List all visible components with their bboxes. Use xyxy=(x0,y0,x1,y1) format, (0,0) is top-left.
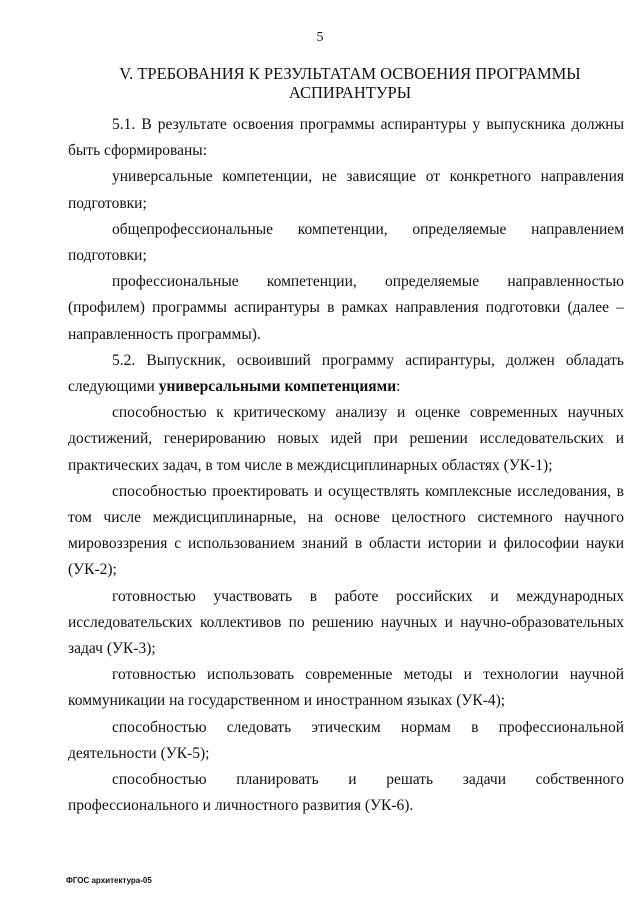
paragraph-5-1-intro: 5.1. В результате освоения программы аспирантуры у выпускника должны быть сформированы: xyxy=(68,116,624,160)
paragraph-5-1-universal: универсальные компетенции, не зависящие от конкретного направления подготовки; xyxy=(68,168,624,212)
paragraph-uk-4: готовностью использовать современные методы и технологии научной коммуникации на государственном и иностранном языках (УК-4); xyxy=(68,666,624,710)
paragraph-uk-1: способностью к критическому анализу и оценке современных научных достижений, генерированию новых идей при решении исследовательских и практических задач, в том числе в междисциплинарных областях (УК-1); xyxy=(68,404,624,474)
paragraph-5-2-intro xyxy=(68,348,624,400)
paragraph-uk-6: способностью планировать и решать задачи собственного профессионального и личностного развития (УК-6). xyxy=(68,771,624,815)
footer-doc-code: ФГОС архитектура-05 xyxy=(66,876,152,885)
paragraph-uk-2: способностью проектировать и осуществлять комплексные исследования, в том числе междисциплинарные, на основе целостного системного научного мировоззрения с использованием знаний в области истории и философии науки (УК-2); xyxy=(68,482,624,579)
section-title-line-2: АСПИРАНТУРЫ xyxy=(288,83,412,102)
paragraph-5-2-intro-colon: : xyxy=(396,378,401,396)
paragraph-uk-3: готовностью участвовать в работе российских и международных исследовательских коллективов по решению научных и научно-образовательных задач (УК-3); xyxy=(68,587,624,658)
page-number: 5 xyxy=(316,30,324,45)
section-title-line-1: V. ТРЕБОВАНИЯ К РЕЗУЛЬТАТАМ ОСВОЕНИЯ ПРОГРАММЫ xyxy=(119,64,581,83)
paragraph-5-1-professional: профессиональные компетенции, определяемые направленностью (профилем) программы аспирантуры в рамках направления подготовки (далее – направленность программы). xyxy=(68,273,624,343)
paragraph-5-2-intro-bold: универсальными компетенциями xyxy=(158,378,397,396)
section-title xyxy=(60,64,640,102)
paragraph-5-2-intro-text: 5.2. Выпускник, освоивший программу аспирантуры, должен обладать следующими xyxy=(68,351,624,396)
document-body xyxy=(68,112,624,819)
paragraph-5-1-general-professional: общепрофессиональные компетенции, определяемые направлением подготовки; xyxy=(68,220,624,265)
paragraph-uk-5: способностью следовать этическим нормам в профессиональной деятельности (УК-5); xyxy=(68,718,624,762)
